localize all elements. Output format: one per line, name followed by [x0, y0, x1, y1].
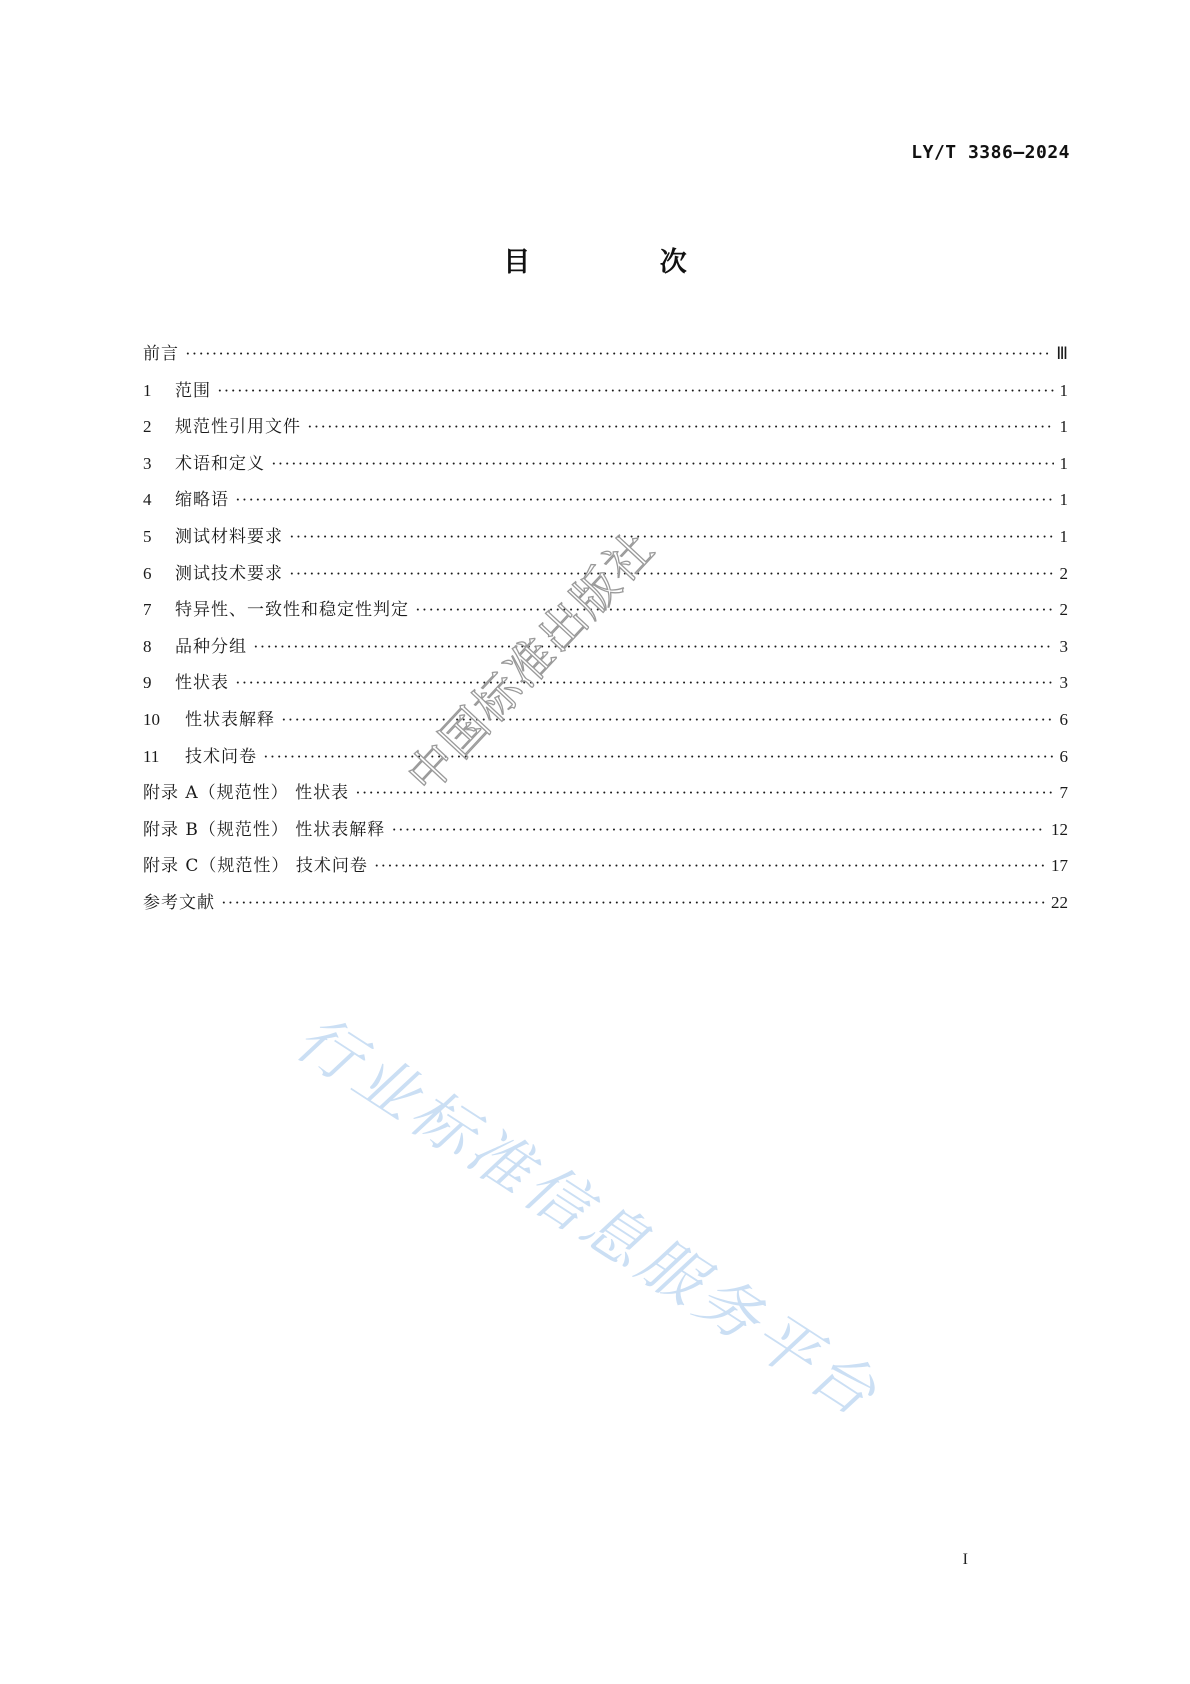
- toc-entry[interactable]: [143, 778, 1068, 815]
- toc-leader-dots: [307, 417, 1054, 437]
- toc-entry[interactable]: [143, 595, 1068, 632]
- toc-entry-text: 参考文献: [143, 892, 215, 913]
- toc-entry-label: [143, 778, 349, 803]
- toc-entry-number: 11: [143, 746, 160, 766]
- toc-entry-text: 测试技术要求: [175, 563, 283, 584]
- watermark-publisher: 中国标准出版社: [396, 520, 666, 803]
- toc-entry-page: Ⅲ: [1056, 344, 1068, 363]
- toc-entry-label: [143, 485, 229, 510]
- toc-entry-page: 3: [1059, 673, 1068, 693]
- toc-entry-number: 1: [143, 380, 152, 400]
- toc-leader-dots: [281, 710, 1054, 730]
- toc-entry[interactable]: [143, 412, 1068, 449]
- toc-entry-page: 1: [1059, 526, 1068, 546]
- toc-entry[interactable]: [143, 522, 1068, 559]
- toc-entry-text: 范围: [175, 380, 211, 401]
- toc-entry-label: [143, 742, 257, 767]
- toc-entry[interactable]: [143, 339, 1068, 376]
- toc-entry-label: [143, 522, 283, 547]
- toc-entry[interactable]: [143, 851, 1068, 888]
- standard-code: LY/T 3386—2024: [911, 142, 1070, 163]
- toc-entry-text: 附录 C（规范性） 技术问卷: [143, 856, 368, 877]
- toc-entry-label: [143, 705, 275, 730]
- toc-entry-text: 附录 B（规范性） 性状表解释: [143, 819, 386, 840]
- toc-entry-page: 1: [1059, 417, 1068, 437]
- toc-leader-dots: [185, 344, 1050, 364]
- toc-entry-text: 缩略语: [175, 490, 229, 511]
- toc-entry-label: [143, 815, 385, 840]
- toc-entry-label: [143, 888, 215, 913]
- toc-entry-label: [143, 412, 301, 437]
- toc-leader-dots: [289, 527, 1054, 547]
- toc-entry-text: 前言: [143, 344, 179, 364]
- toc-entry[interactable]: [143, 742, 1068, 779]
- toc-entry-label: [143, 449, 265, 474]
- toc-entry-text: 测试材料要求: [175, 526, 283, 547]
- toc-entry[interactable]: [143, 815, 1068, 852]
- toc-entry-number: 10: [143, 709, 160, 729]
- toc-leader-dots: [235, 490, 1054, 510]
- toc-entry-page: 7: [1059, 783, 1068, 803]
- table-of-contents: [143, 339, 1068, 925]
- toc-entry-text: 附录 A（规范性） 性状表: [143, 783, 350, 804]
- toc-entry-text: 特异性、一致性和稳定性判定: [175, 600, 409, 621]
- toc-leader-dots: [374, 856, 1045, 876]
- toc-entry-number: 9: [143, 673, 152, 693]
- toc-entry-text: 规范性引用文件: [175, 417, 301, 438]
- toc-entry-label: [143, 632, 247, 657]
- watermark-platform: 行业标准信息服务平台: [283, 1000, 894, 1433]
- toc-entry-text: 品种分组: [175, 636, 247, 657]
- toc-entry-page: 17: [1051, 856, 1068, 876]
- toc-entry-page: 12: [1051, 819, 1068, 839]
- toc-entry[interactable]: [143, 449, 1068, 486]
- toc-entry-text: 术语和定义: [175, 453, 265, 474]
- toc-leader-dots: [217, 381, 1054, 401]
- toc-entry[interactable]: [143, 668, 1068, 705]
- toc-leader-dots: [391, 820, 1045, 840]
- toc-entry-number: 4: [143, 490, 152, 510]
- toc-entry-page: 22: [1051, 892, 1068, 912]
- toc-entry-label: [143, 851, 368, 876]
- toc-entry-page: 3: [1059, 636, 1068, 656]
- toc-entry-number: 5: [143, 526, 152, 546]
- toc-entry[interactable]: [143, 559, 1068, 596]
- toc-leader-dots: [235, 673, 1054, 693]
- toc-entry[interactable]: [143, 485, 1068, 522]
- toc-entry-number: 3: [143, 453, 152, 473]
- toc-entry-label: [143, 595, 409, 620]
- toc-leader-dots: [271, 454, 1054, 474]
- toc-entry-text: 技术问卷: [185, 746, 257, 767]
- toc-entry-text: 性状表解释: [185, 709, 275, 730]
- toc-entry-number: 2: [143, 417, 152, 437]
- page-number: I: [962, 1551, 968, 1568]
- toc-leader-dots: [355, 783, 1053, 803]
- toc-entry-page: 6: [1059, 709, 1068, 729]
- toc-entry-text: 性状表: [175, 673, 229, 694]
- toc-entry[interactable]: [143, 705, 1068, 742]
- toc-entry-label: [143, 376, 211, 401]
- toc-entry[interactable]: [143, 376, 1068, 413]
- toc-entry-number: 6: [143, 563, 152, 583]
- toc-entry-page: 6: [1059, 746, 1068, 766]
- toc-entry-page: 1: [1059, 453, 1068, 473]
- toc-leader-dots: [221, 893, 1045, 913]
- toc-entry-label: [143, 668, 229, 693]
- toc-leader-dots: [253, 637, 1054, 657]
- toc-entry-page: 1: [1059, 490, 1068, 510]
- toc-entry-number: 8: [143, 636, 152, 656]
- toc-entry-label: [143, 339, 179, 364]
- toc-entry-label: [143, 559, 283, 584]
- page-title: 目 次: [503, 247, 747, 278]
- toc-entry[interactable]: [143, 888, 1068, 925]
- toc-entry-page: 1: [1059, 380, 1068, 400]
- toc-leader-dots: [289, 564, 1054, 584]
- toc-leader-dots: [415, 600, 1054, 620]
- toc-leader-dots: [263, 747, 1054, 767]
- toc-entry[interactable]: [143, 632, 1068, 669]
- toc-entry-page: 2: [1059, 563, 1068, 583]
- toc-entry-number: 7: [143, 600, 152, 620]
- toc-entry-page: 2: [1059, 600, 1068, 620]
